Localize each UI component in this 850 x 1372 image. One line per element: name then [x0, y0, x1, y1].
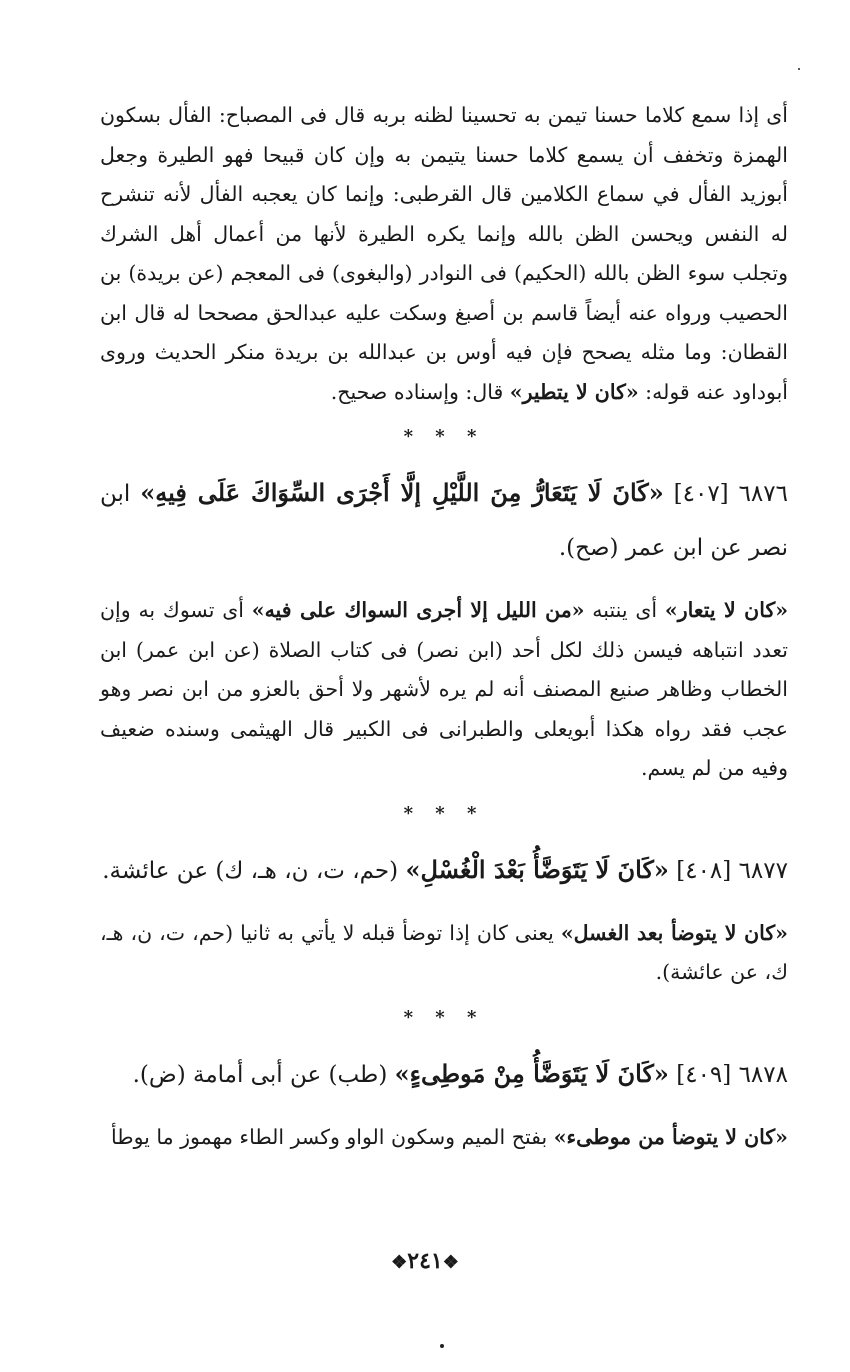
- hadith-source: (طب) عن أبى أمامة (ض).: [132, 1061, 395, 1088]
- ornament-icon: ❖: [442, 1252, 459, 1273]
- commentary-quote: «كان لا يتوضأ من موطىء»: [553, 1124, 788, 1149]
- commentary-text-end: قال: وإسناده صحيح.: [330, 379, 510, 404]
- hadith-number: ٦٨٧٦ [٤٠٧]: [663, 481, 788, 507]
- hadith-source: ابن نصر عن ابن عمر (صح).: [100, 481, 788, 561]
- commentary-text: أى إذا سمع كلاما حسنا تيمن به تحسينا لظنه بربه قال فى المصباح: الفأل بسكون الهمزة وتخفف أن يسمع كلاما حسنا يتيمن به وإن كان قبيحا فهو الطيرة وجعل أبوزيد الفأل في سماع الكلامين قال القرطبى: وإنما كان يعجبه الفأل لأنه تنشرح له النفس ويحسن الظن بالله وإنما يكره الطيرة لأنها من أعمال أهل الشرك وتجلب سوء الظن بالله (الحكيم) فى النوادر (والبغوى) فى المعجم (عن بريدة) بن الحصيب ورواه عنه أيضاً قاسم بن أصبغ وسكت عليه عبدالحق مصححا له قال ابن القطان: وما مثله يصحح فإن فيه أوس بن عبدالله بن بريدة منكر الحديث وروى أبوداود عنه قوله:: [100, 103, 788, 404]
- commentary-quote: «من الليل إلا أجرى السواك على فيه»: [251, 598, 585, 622]
- hadith-text: «كَانَ لَا يَتَعَارُّ مِنَ اللَّيْلِ إلَّا أَجْرَى السِّوَاكَ عَلَى فِيهِ»: [140, 478, 664, 507]
- commentary-text: أى ينتبه: [584, 598, 665, 622]
- commentary-quote: «كان لا يتوضأ بعد الغسل»: [560, 920, 788, 945]
- commentary-text: يعنى كان إذا توضأ قبله لا يأتي به ثانيا (حم، ت، ن، هـ، ك، عن عائشة).: [100, 920, 788, 984]
- commentary-quote: «كان لا يتعار»: [664, 598, 789, 622]
- commentary-text: أى تسوك به وإن تعدد انتباهه فيسن ذلك لكل أحد (ابن نصر) فى كتاب الصلاة (عن ابن عمر) ابن الخطاب وظاهر صنيع المصنف أنه لم يره لأشهر ولا أحق بالعزو من ابن نصر وهو عجب فقد رواه هكذا أبويعلى والطبرانى فى الكبير قال الهيثمى وسنده ضعيف وفيه من لم يسم.: [100, 598, 788, 780]
- scan-speck: [440, 1344, 444, 1348]
- commentary-quote: «كان لا يتطير»: [509, 379, 639, 404]
- section-separator: * * *: [403, 426, 485, 447]
- hadith-number: ٦٨٧٨ [٤٠٩]: [668, 1061, 788, 1088]
- commentary-paragraph: [100, 1118, 788, 1158]
- hadith-text: «كَانَ لَا يَتَوَضَّأُ مِنْ مَوطِىءٍ»: [394, 1058, 669, 1088]
- hadith-entry: [100, 466, 788, 575]
- page-number: ٢٤١: [407, 1248, 443, 1274]
- ornament-icon: ❖: [391, 1252, 408, 1273]
- commentary-paragraph: [100, 96, 788, 412]
- commentary-paragraph: [100, 914, 788, 993]
- section-separator: * * *: [403, 802, 485, 824]
- commentary-paragraph: [100, 591, 788, 789]
- page-footer: [0, 1248, 850, 1274]
- commentary-text: بفتح الميم وسكون الواو وكسر الطاء مهموز ما يوطأ: [111, 1124, 554, 1149]
- hadith-source: (حم، ت، ن، هـ، ك) عن عائشة.: [102, 857, 406, 884]
- page-body: [100, 96, 788, 1157]
- hadith-text: «كَانَ لَا يَتَوَضَّأُ بَعْدَ الْغُسْلِ»: [405, 854, 669, 884]
- section-separator: * * *: [403, 1006, 485, 1028]
- scan-speck: [798, 68, 800, 70]
- hadith-entry: [100, 843, 788, 898]
- hadith-number: ٦٨٧٧ [٤٠٨]: [668, 857, 788, 884]
- hadith-entry: [100, 1047, 788, 1102]
